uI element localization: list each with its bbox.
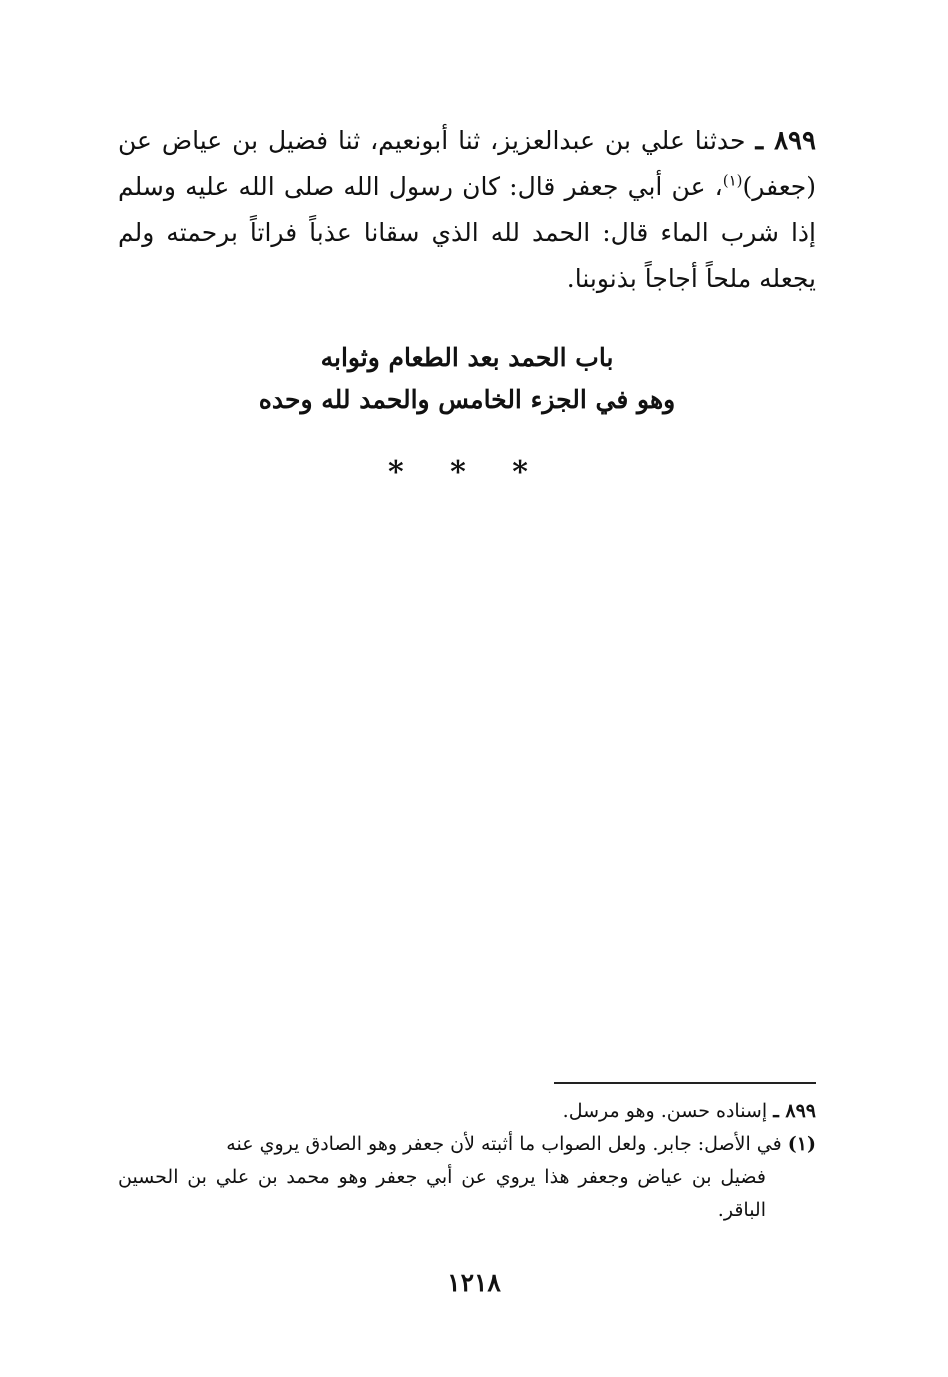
footnote-reference[interactable]: (١) (722, 171, 743, 190)
footnote-1-number: (١) (787, 1133, 816, 1155)
footnotes-section (118, 1095, 816, 1227)
footnote-899 (118, 1095, 816, 1128)
footnote-divider (554, 1082, 816, 1084)
hadith-paragraph (118, 118, 816, 302)
section-separator: * * * (388, 455, 546, 490)
chapter-title-line2: وهو في الجزء الخامس والحمد لله وحده (258, 385, 676, 414)
hadith-text-part1: حدثنا علي بن عبدالعزيز، ثنا أبونعيم، ثنا فضيل بن عياض عن (جعفر) (118, 126, 816, 201)
footnote-1 (118, 1128, 816, 1161)
footnote-899-text: إسناده حسن. وهو مرسل. (562, 1100, 768, 1122)
footnote-899-number: ٨٩٩ ـ (773, 1100, 816, 1122)
page-number: ١٢١٨ (447, 1268, 501, 1297)
footnote-1-text: في الأصل: جابر. ولعل الصواب ما أثبته لأن جعفر وهو الصادق يروي عنه (226, 1133, 782, 1155)
chapter-title-line1: باب الحمد بعد الطعام وثوابه (320, 343, 614, 372)
hadith-number: ٨٩٩ ـ (755, 126, 816, 156)
hadith-text-part2: ، عن أبي جعفر قال: كان رسول الله صلى الله عليه وسلم إذا شرب الماء قال: الحمد لله الذي سقانا عذباً فراتاً برحمته ولم يجعله ملحاً أجاجاً بذنوبنا. (118, 172, 816, 293)
footnote-1-continuation: فضيل بن عياض وجعفر هذا يروي عن أبي جعفر وهو محمد بن علي بن الحسين الباقر. (118, 1166, 766, 1221)
chapter-heading (118, 337, 816, 421)
